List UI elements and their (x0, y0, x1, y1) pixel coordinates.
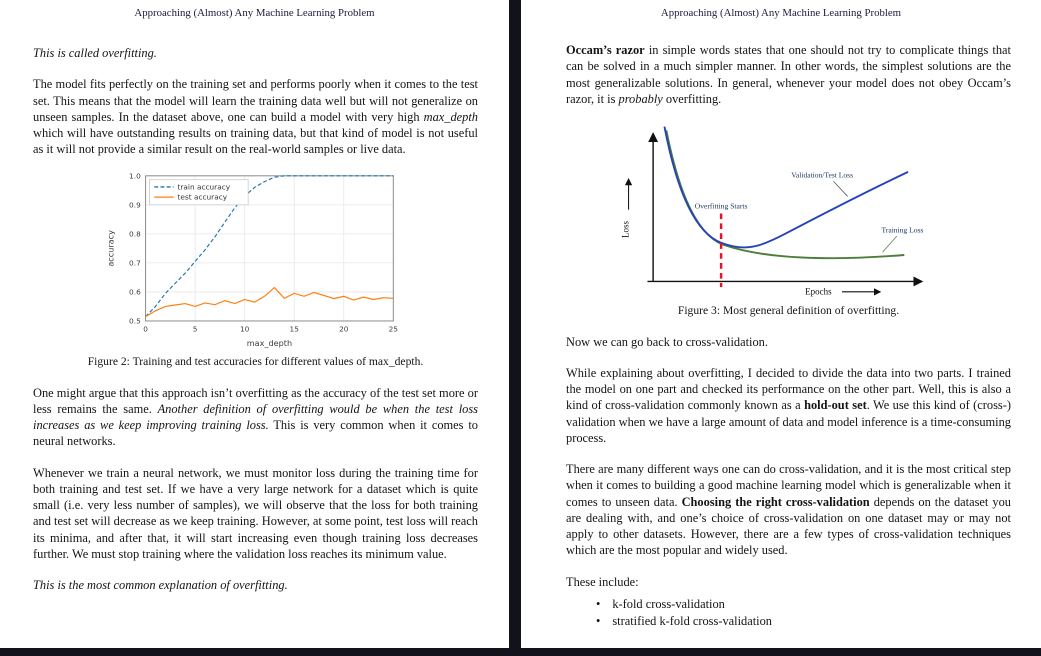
validation-loss-label: Validation/Test Loss (791, 170, 854, 180)
training-label-pointer (883, 236, 897, 252)
paragraph-this-is-called-overfitting: This is called overfitting. (33, 46, 157, 60)
paragraph-these-include: These include: (566, 574, 639, 589)
loss-label-text: Loss (620, 221, 631, 238)
figure2-caption: Figure 2: Training and test accuracies for different values of max_depth. (87, 355, 424, 369)
list-item-text: • stratified k-fold cross-validation (612, 614, 773, 629)
training-loss-label: Training Loss (881, 225, 924, 235)
figure3-caption: Figure 3: Most general definition of overfitting. (677, 304, 900, 318)
svg-text:max_depth: max_depth (246, 337, 293, 348)
list-item-text: • k-fold cross-validation (612, 596, 725, 611)
running-header-left: Approaching (Almost) Any Machine Learning Problem (134, 7, 375, 19)
epochs-axis-label (805, 287, 880, 297)
paragraph-hold-out-set: While explaining about overfitting, I decided to divide the data into two parts. I trained the model on one part and checked its performance on the other part. Well, this is also a kind of cross-validation commonly known as a hold-out set. We use this kind of (cross-) validation when we have a large amount of data and model inference is a time-consuming process. (566, 365, 1011, 445)
svg-text:accuracy: accuracy (105, 229, 116, 267)
svg-text:15: 15 (289, 324, 299, 334)
paragraph-choosing-cross-validation: There are many different ways one can do cross-validation, and it is the most critical step when it comes to building a good machine learning model which is generalizable when it comes to unseen data. Choosing the right cross-validation depends on the dataset you are dealing with, and one’s choice of cross-validation on one dataset may or may not apply to other datasets. However, there are a few types of cross-validation techniques which are the most popular and widely used. (566, 462, 1011, 558)
svg-text:0: 0 (143, 324, 148, 334)
svg-text:1.0: 1.0 (129, 170, 141, 180)
svg-text:0.7: 0.7 (129, 257, 141, 267)
figure3-overfitting-diagram (604, 119, 944, 300)
svg-text:0.5: 0.5 (129, 315, 141, 325)
paragraph-common-explanation: This is the most common explanation of overfitting. (33, 578, 288, 593)
validation-label-pointer (833, 181, 847, 196)
list-item-kfold (596, 596, 1011, 612)
figure2-accuracy-chart (103, 170, 403, 352)
epochs-label-text: Epochs (805, 286, 832, 297)
svg-text:0.9: 0.9 (129, 199, 141, 209)
figure3 (566, 119, 1011, 319)
paragraph-monitor-loss: Whenever we train a neural network, we must monitor loss during the training time for both training and test set. If we have a very large network for a dataset which is quite small (i.e. very less number of samples), we will observe that the loss for both training and test set will decrease as we keep training. However, at some point, test loss will reach its minima, and after that, it will start increasing even though training loss decreases further. We must stop training where the validation loss reaches its minimum value. (33, 465, 478, 561)
svg-text:test accuracy: test accuracy (177, 192, 228, 202)
svg-text:10: 10 (239, 324, 250, 334)
svg-text:0.6: 0.6 (129, 286, 141, 296)
page-right (521, 0, 1041, 648)
paragraph-back-to-cross-validation: Now we can go back to cross-validation. (566, 334, 768, 349)
cross-validation-types-list (566, 596, 1011, 630)
paragraph-one-might-argue: One might argue that this approach isn’t overfitting as the accuracy of the test set more or less remains the same. Another definition of overfitting would be when the test loss increases as we keep improving training loss. This is very common when it comes to neural networks. (33, 385, 478, 449)
page-right-content (521, 19, 1041, 630)
svg-text:0.8: 0.8 (129, 228, 141, 238)
running-header-right: Approaching (Almost) Any Machine Learning Problem (660, 7, 902, 19)
svg-text:20: 20 (339, 324, 349, 334)
training-loss-curve (666, 130, 904, 258)
svg-text:25: 25 (388, 324, 398, 334)
paragraph-model-fits-perfectly: The model fits perfectly on the training set and performs poorly when it comes to the test set. This means that the model will learn the training data well but will not generalize on unseen samples. In the dataset above, one can build a model with very high max_depth which will have outstanding results on training data, but that kind of model is not useful as it will not provide a similar result on the real-world samples or live data. (33, 77, 478, 157)
figure2 (33, 170, 478, 370)
validation-loss-curve (664, 127, 908, 248)
list-item-stratified-kfold (596, 613, 1011, 629)
overfitting-starts-label: Overfitting Starts (694, 201, 748, 211)
svg-text:5: 5 (192, 324, 198, 334)
page-left-content (0, 19, 509, 593)
loss-axis-label (621, 179, 631, 238)
svg-text:train accuracy: train accuracy (177, 182, 231, 192)
paragraph-occams-razor: Occam’s razor in simple words states that one should not try to complicate things that can be solved in a much simpler manner. In other words, the simplest solutions are the most generalizable solutions. In general, whenever your model does not obey Occam’s razor, it is probably overfitting. (566, 43, 1011, 106)
page-left (0, 0, 509, 648)
